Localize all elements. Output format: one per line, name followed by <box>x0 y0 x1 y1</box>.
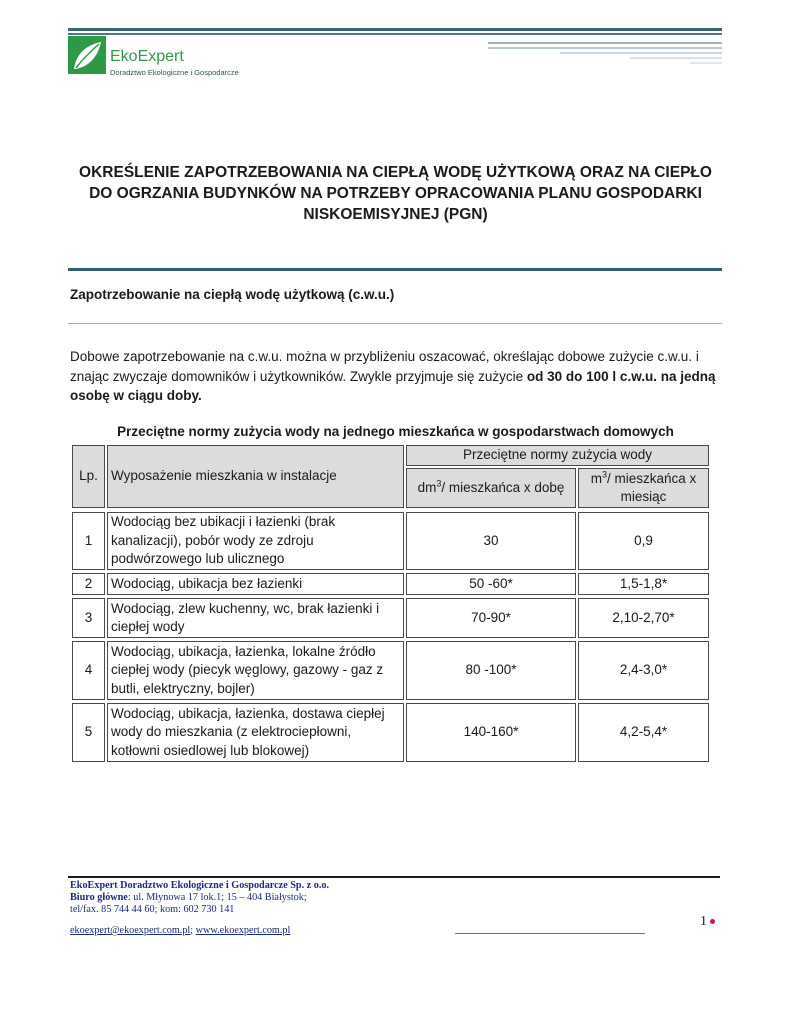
row-equipment: Wodociąg, ubikacja bez łazienki <box>107 573 404 595</box>
logo-name: EkoExpert <box>110 48 184 65</box>
row-lp: 2 <box>72 573 105 595</box>
header-stripe <box>690 62 722 64</box>
row-daily: 140-160* <box>406 703 576 762</box>
row-daily: 70-90* <box>406 598 576 638</box>
footer-accent-line <box>455 933 645 934</box>
header-equipment: Wyposażenie mieszkania w instalacje <box>107 445 404 508</box>
header-stripe <box>488 47 722 49</box>
header-daily: $dm^3/$ mieszkańca x dobę <box>406 468 576 508</box>
page-number: 1 <box>700 914 707 929</box>
row-lp: 4 <box>72 641 105 700</box>
intro-paragraph <box>70 347 726 406</box>
row-equipment: Wodociąg, ubikacja, łazienka, dostawa ciepłej wody do mieszkania (z elektrociepłowni, kotłowni osiedlowej lub blokowej) <box>107 703 404 762</box>
page-title: OKREŚLENIE ZAPOTRZEBOWANIA NA CIEPŁĄ WODĘ UŻYTKOWĄ ORAZ NA CIEPŁO DO OGRZANIA BUDYNKÓW NA POTRZEBY OPRACOWANIA PLANU GOSPODARKI NISKOEMISYJNEJ (PGN) <box>79 164 712 223</box>
header-stripe <box>68 33 722 35</box>
table-caption: Przeciętne normy zużycia wody na jednego mieszkańca w gospodarstwach domowych <box>117 424 674 439</box>
row-daily: 30 <box>406 512 576 570</box>
footer-phones: tel/fax. 85 744 44 60; kom: 602 730 141 <box>70 904 235 915</box>
row-monthly: 4,2-5,4* <box>578 703 709 762</box>
footer-website-link[interactable]: www.ekoexpert.com.pl <box>195 925 291 936</box>
section-heading: Zapotrzebowanie na ciepłą wodę użytkową (c.w.u.) <box>70 287 395 302</box>
divider <box>68 323 722 324</box>
paragraph-emphasis: od 30 do 100 l c.w.u. na jedną osobę w ciągu doby. <box>70 368 716 403</box>
row-lp: 3 <box>72 598 105 638</box>
logo-subtitle: Doradztwo Ekologiczne i Gospodarcze <box>110 68 239 77</box>
footer-office-label: Biuro główne <box>70 892 128 903</box>
row-monthly: 2,10-2,70* <box>578 598 709 638</box>
header-stripe <box>68 28 722 31</box>
row-daily: 50 -60* <box>406 573 576 595</box>
row-lp: 1 <box>72 512 105 570</box>
footer <box>70 880 490 937</box>
footer-divider <box>68 876 720 878</box>
row-monthly: 2,4-3,0* <box>578 641 709 700</box>
row-monthly: 0,9 <box>578 512 709 570</box>
header-monthly: $m^3/$ mieszkańca x miesiąc <box>578 468 709 508</box>
row-equipment: Wodociąg, zlew kuchenny, wc, brak łazienki i ciepłej wody <box>107 598 404 638</box>
header-stripe <box>560 52 722 54</box>
divider <box>68 268 722 271</box>
row-lp: 5 <box>72 703 105 762</box>
footer-email-link[interactable]: ekoexpert@ekoexpert.com.pl <box>70 925 191 936</box>
footer-company: EkoExpert Doradztwo Ekologiczne i Gospodarcze Sp. z o.o. <box>70 880 330 891</box>
footer-office <box>70 892 490 904</box>
footer-links <box>70 925 490 937</box>
page-dot-icon <box>710 919 715 924</box>
row-equipment: Wodociąg, ubikacja, łazienka, lokalne źródło ciepłej wody (piecyk węglowy, gazowy - gaz z butli, elektryczny, bojler) <box>107 641 404 700</box>
header-norms-group: Przeciętne normy zużycia wody <box>406 445 709 466</box>
paragraph-text: Dobowe zapotrzebowanie na c.w.u. można w przybliżeniu oszacować, określając dobowe zużycie c.w.u. i znając zwyczaje domowników i użytkowników. Zwykle przyjmuje się zużycie <box>70 349 699 384</box>
row-daily: 80 -100* <box>406 641 576 700</box>
row-monthly: 1,5-1,8* <box>578 573 709 595</box>
footer-separator: ; <box>190 925 196 936</box>
logo-leaf-icon <box>68 36 106 74</box>
header-stripe <box>488 42 722 44</box>
row-equipment: Wodociąg bez ubikacji i łazienki (brak kanalizacji), pobór wody ze zdroju podwórzowego lub ulicznego <box>107 512 404 570</box>
header-lp: Lp. <box>72 445 105 508</box>
header-stripe <box>630 57 722 59</box>
footer-office-address: : ul. Młynowa 17 lok.1; 15 – 404 Białystok; <box>127 892 307 903</box>
